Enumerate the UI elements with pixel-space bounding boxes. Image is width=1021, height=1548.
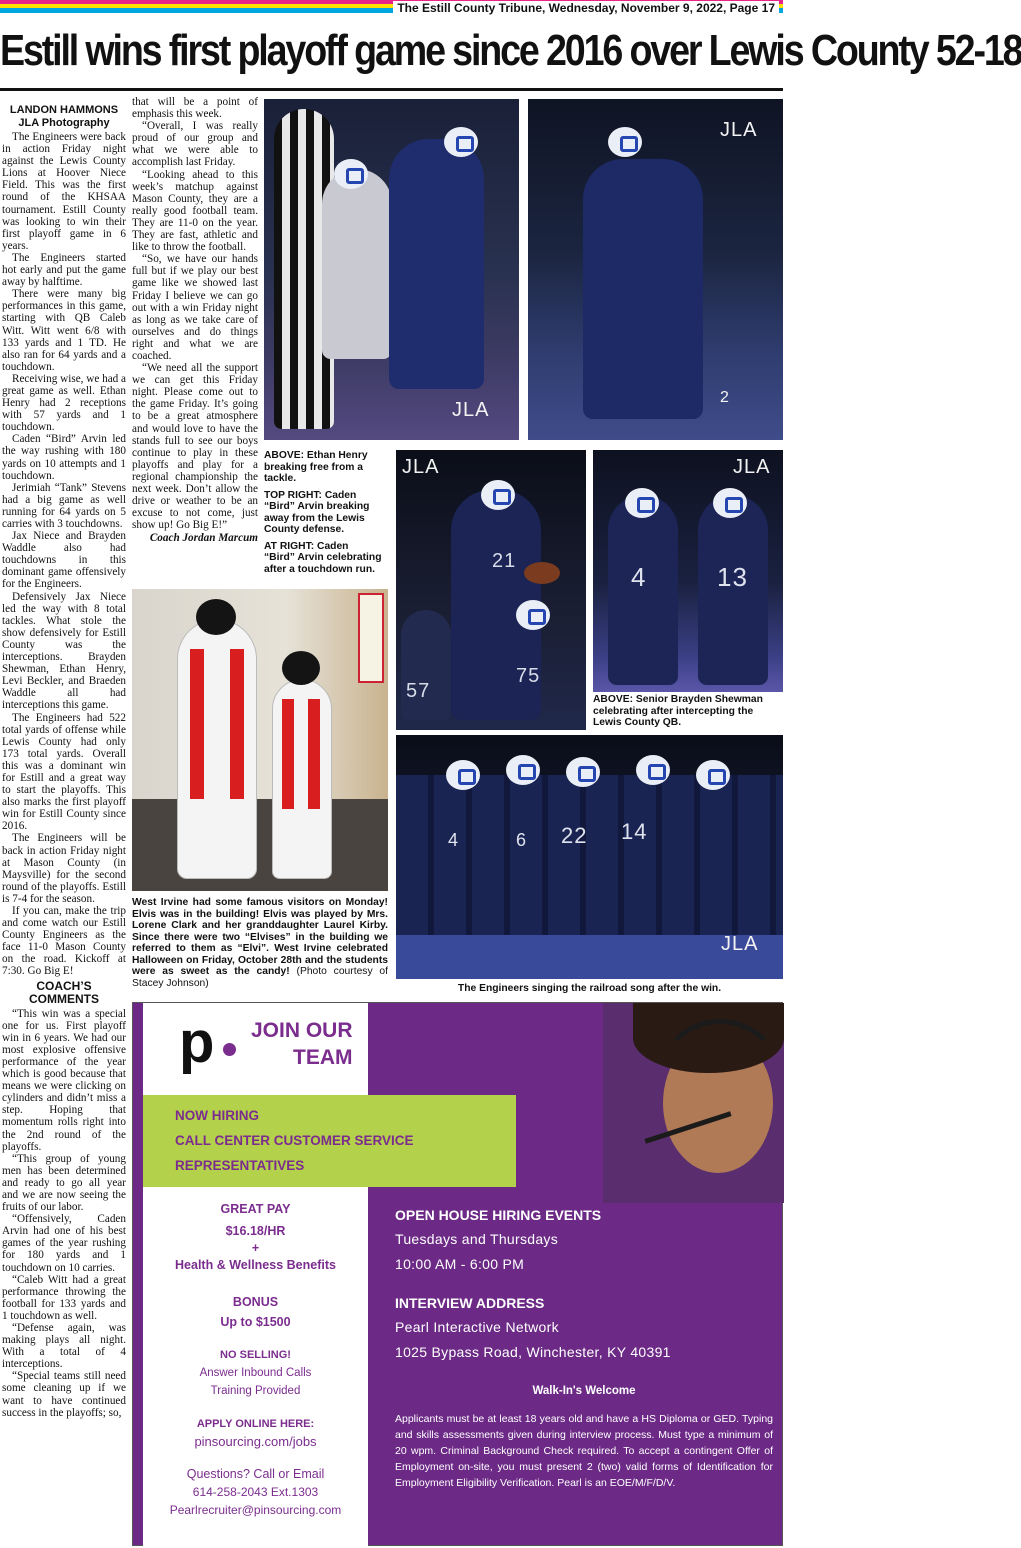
coach-paragraph: “Defense again, was making plays all night. With a total of 4 interceptions. — [2, 1322, 126, 1371]
runner-figure — [583, 159, 703, 419]
jersey-number: 6 — [516, 830, 528, 850]
headline: Estill wins first playoff game since 2016 over Lewis County 52-18 — [0, 26, 1021, 75]
article-paragraph: There were many big performances in this game, starting with QB Caleb Witt. Witt went 6/8 with 133 yards and 1 TD. He also ran for 64 yards and a touchdown. — [2, 288, 126, 373]
byline-name: LANDON HAMMONS — [9, 104, 119, 116]
jersey-number: 14 — [621, 819, 648, 844]
jersey-number: 21 — [492, 550, 517, 572]
apply-url[interactable]: pinsourcing.com/jobs — [194, 1434, 317, 1449]
photo-arvin-celebrating — [396, 450, 586, 730]
article-paragraph: The Engineers had 522 total yards of offense while Lewis County had only 173 total yards. Overall this was a dominant win for Estill and a great way to start the playoffs. This also marks the first playoff win for Estill County since 2016. — [2, 711, 126, 833]
walkins-welcome: Walk-In's Welcome — [532, 1385, 636, 1397]
ad-events — [395, 1203, 773, 1491]
street-address: 1025 Bypass Road, Winchester, KY 40391 — [395, 1344, 671, 1360]
coach-paragraph: “Special teams still need some cleaning up if we want to have continued success in the playoffs; so, — [2, 1370, 126, 1419]
article-column-1 — [2, 104, 126, 1419]
phone[interactable]: 614-258-2043 Ext.1303 — [192, 1485, 319, 1499]
coach-paragraph: “This group of young men has been determined and ready to go all year and we are now seeing the fruits of our labor. — [2, 1152, 126, 1214]
coach-paragraph: “Offensively, Caden Arvin had one of his best games of the year rushing for 180 yards and 1 touchdown on 10 carries. — [2, 1213, 126, 1274]
helmet-icon — [625, 488, 659, 518]
caption-top-right: TOP RIGHT: Caden “Bird” Arvin breaking away from the Lewis County defense. — [264, 489, 370, 535]
join-line-1: JOIN OUR — [251, 1019, 353, 1042]
caption-at-right: AT RIGHT: Caden “Bird” Arvin celebrating after a touchdown run. — [264, 540, 382, 575]
ad-photo-call-center-agent — [603, 1003, 784, 1203]
helmet-icon — [713, 488, 747, 518]
jersey-number: 75 — [516, 665, 541, 687]
interview-address-heading: INTERVIEW ADDRESS — [395, 1295, 545, 1311]
coach-paragraph: “We need all the support we can get this Friday night. Please come out to the game Friday. It’s going to be a great atmosphere and would love to have the stands full to see our boys continue to play in these playoffs and play for a regional championship the next week. Don’t allow the drive or weather to be an excuse to not come, just show up! Go Big E!” — [132, 362, 258, 532]
photo-credit-mark: JLA — [720, 119, 758, 141]
article-paragraph: The Engineers were back in action Friday night against the Lewis County Lions at Hoover Niece Field. This was the first round of the KHSAA tournament. Estill County was looking to win their first playoff game in 6 years. — [2, 131, 126, 252]
caption-shewman: ABOVE: Senior Brayden Shewman celebrating after intercepting the Lewis County QB. — [593, 694, 763, 728]
great-pay: GREAT PAY — [220, 1202, 291, 1216]
benefits: Health & Wellness Benefits — [175, 1258, 336, 1272]
photo-ethan-henry — [264, 99, 519, 440]
email[interactable]: Pearlrecruiter@pinsourcing.com — [169, 1503, 342, 1517]
caption-above: ABOVE: Ethan Henry breaking free from a tackle. — [264, 450, 368, 484]
helmet-icon — [516, 600, 550, 630]
photo-credit-mark: JLA — [452, 399, 490, 421]
player-figure — [401, 610, 451, 720]
defender-figure — [322, 169, 392, 359]
helmet-icon — [566, 757, 600, 787]
apply-online: APPLY ONLINE HERE: — [196, 1418, 315, 1430]
job-title-line-1: CALL CENTER CUSTOMER SERVICE — [175, 1133, 414, 1148]
article-paragraph: Jax Niece and Brayden Waddle also had touchdowns in this dominant game offensively for the Engineers. — [2, 530, 126, 591]
event-days: Tuesdays and Thursdays — [395, 1231, 559, 1247]
runner-figure — [389, 139, 484, 389]
article-paragraph: Jerimiah “Tank” Stevens had a big game as well running for 64 yards on 5 carries with 3 touchdowns. — [2, 481, 126, 530]
caption-team: The Engineers singing the railroad song after the win. — [457, 983, 722, 994]
football-icon — [524, 562, 560, 584]
caption-elvis — [132, 897, 388, 989]
caption-elvis-credit: (Photo courtesy of Stacey Johnson) — [132, 966, 388, 989]
jersey-number: 2 — [720, 389, 730, 406]
helmet-icon — [608, 127, 642, 157]
masthead-stripes — [0, 0, 783, 20]
red-scarf — [308, 699, 320, 809]
coach-paragraph: that will be a point of emphasis this week. — [132, 96, 258, 121]
event-hours: 10:00 AM - 6:00 PM — [395, 1256, 525, 1272]
plus: + — [251, 1241, 260, 1255]
coach-paragraph: “This win was a special one for us. First playoff win in 6 years. We had our most explosive offensive performance of the year which is good because that means we were clicking on cylinders and didn’t miss a step. Hoping that momentum rolls right into the 2nd round of the playoffs. — [2, 1007, 126, 1153]
helmet-icon — [696, 760, 730, 790]
job-title-line-2: REPRESENTATIVES — [175, 1158, 305, 1173]
answer-calls: Answer Inbound Calls — [199, 1367, 312, 1379]
coach-signoff: Coach Jordan Marcum — [149, 532, 258, 545]
pearl-hiring-ad — [132, 1002, 783, 1546]
coach-comments-heading: COACH’S COMMENTS — [29, 978, 99, 1006]
article-paragraph: Defensively Jax Niece led the way with 8 total tackles. What stole the show defensively for Estill County was the interceptions. Brayden Shewman, Ethan Henry, Levi Beckler, and Braeden Waddle all had interceptions this game. — [2, 590, 126, 712]
now-hiring: NOW HIRING — [175, 1108, 259, 1123]
join-line-2: TEAM — [293, 1046, 353, 1069]
pearl-logo: p — [179, 1010, 215, 1075]
article-paragraph: Caden “Bird” Arvin led the way rushing with 180 yards on 10 attempts and 1 touchdown. — [2, 433, 126, 482]
now-hiring-banner — [143, 1095, 516, 1187]
wall-poster — [358, 593, 384, 683]
headline-rule — [0, 88, 783, 91]
bonus: BONUS — [232, 1295, 279, 1309]
jersey-number: 22 — [561, 823, 588, 848]
article-column-2 — [132, 96, 258, 544]
join-our-team — [251, 1017, 353, 1071]
company-name: Pearl Interactive Network — [395, 1319, 559, 1335]
elvis-adult-figure — [177, 619, 257, 879]
byline-org: JLA Photography — [18, 116, 110, 129]
photo-elvis-visitors — [132, 589, 388, 891]
jersey-number: 57 — [406, 680, 431, 702]
photo-captions-left — [264, 450, 382, 580]
helmet-icon — [334, 159, 368, 189]
article-paragraph: The Engineers will be back in action Friday night at Mason County (in Maysville) for the second round of the playoffs. Estill is 7-4 for the season. — [2, 832, 126, 905]
open-house-heading: OPEN HOUSE HIRING EVENTS — [395, 1207, 602, 1223]
photo-team-singing — [396, 735, 783, 979]
red-scarf — [230, 649, 244, 799]
floor — [132, 799, 388, 891]
elvis-wig — [282, 651, 320, 685]
byline — [2, 104, 126, 129]
jersey-number: 4 — [448, 830, 460, 850]
jersey-number: 13 — [717, 562, 748, 592]
photo-credit-mark: JLA — [721, 933, 759, 955]
caption-elvis-text: West Irvine had some famous visitors on Monday! Elvis was in the building! Elvis was played by Mrs. Lorene Clark and her granddaughter Laurel Kirby. Since there were two “Elvises” in the building we referred to them as “Elvi”. West Irvine celebrated Halloween on Friday, October 28th and the students were as sweet as the candy! — [132, 897, 388, 977]
article-paragraph: If you can, make the trip and come watch our Estill County Engineers as the face 11-0 Mason County on the road. Kickoff at 7:30. Go Big E! — [2, 905, 126, 978]
photo-credit-mark: JLA — [733, 456, 771, 478]
coach-paragraph: “Overall, I was really proud of our group and what we were able to accomplish last Friday. — [132, 120, 258, 169]
fine-print: Applicants must be at least 18 years old and have a HS Diploma or GED. Typing and skills assessments given during interview process. Must type a minimum of 20 wpm. Criminal Background Check required. To accept a contingent Offer of Employment on-site, you must present 2 (two) valid forms of Identification for Employment Eligibility Verification. Pearl is an EOE/M/F/D/V. — [395, 1413, 773, 1489]
jersey-number: 4 — [631, 562, 647, 592]
coach-paragraph: “Looking ahead to this week’s matchup against Mason County, they are a really good football team. They are 11-0 on the year. They are fast, athletic and like to throw the football. — [132, 168, 258, 254]
photo-credit-mark: JLA — [402, 456, 440, 478]
bonus-amount: Up to $1500 — [220, 1315, 291, 1329]
helmet-icon — [636, 755, 670, 785]
training-provided: Training Provided — [210, 1385, 301, 1397]
helmet-icon — [444, 127, 478, 157]
helmet-icon — [506, 755, 540, 785]
photo-shewman-celebrating — [593, 450, 783, 692]
elvis-wig — [196, 599, 236, 635]
coach-paragraph: “Caleb Witt had a great performance throwing the football for 133 yards and 1 touchdown as well. — [2, 1273, 126, 1322]
no-selling: NO SELLING! — [220, 1349, 291, 1361]
elvis-child-figure — [272, 679, 332, 879]
article-paragraph: The Engineers started hot early and put the game away by halftime. — [2, 251, 126, 289]
photo-caden-arvin-run — [528, 99, 783, 440]
red-scarf — [190, 649, 204, 799]
wage: $16.18/HR — [225, 1224, 286, 1238]
helmet-icon — [481, 480, 515, 510]
coach-paragraph: “So, we have our hands full but if we play our best game like we showed last Friday I believe we can go out with a win Friday night as long as we take care of ourselves and do things right and what we are coached. — [132, 253, 258, 362]
running-head: The Estill County Tribune, Wednesday, November 9, 2022, Page 17 — [393, 1, 779, 16]
article-paragraph: Receiving wise, we had a great game as well. Ethan Henry had 2 receptions with 57 yards and 1 touchdown. — [2, 372, 127, 434]
questions: Questions? Call or Email — [186, 1467, 325, 1481]
ad-benefits — [143, 1201, 368, 1519]
pearl-logo-dot — [223, 1043, 236, 1056]
red-scarf — [282, 699, 294, 809]
helmet-icon — [446, 760, 480, 790]
